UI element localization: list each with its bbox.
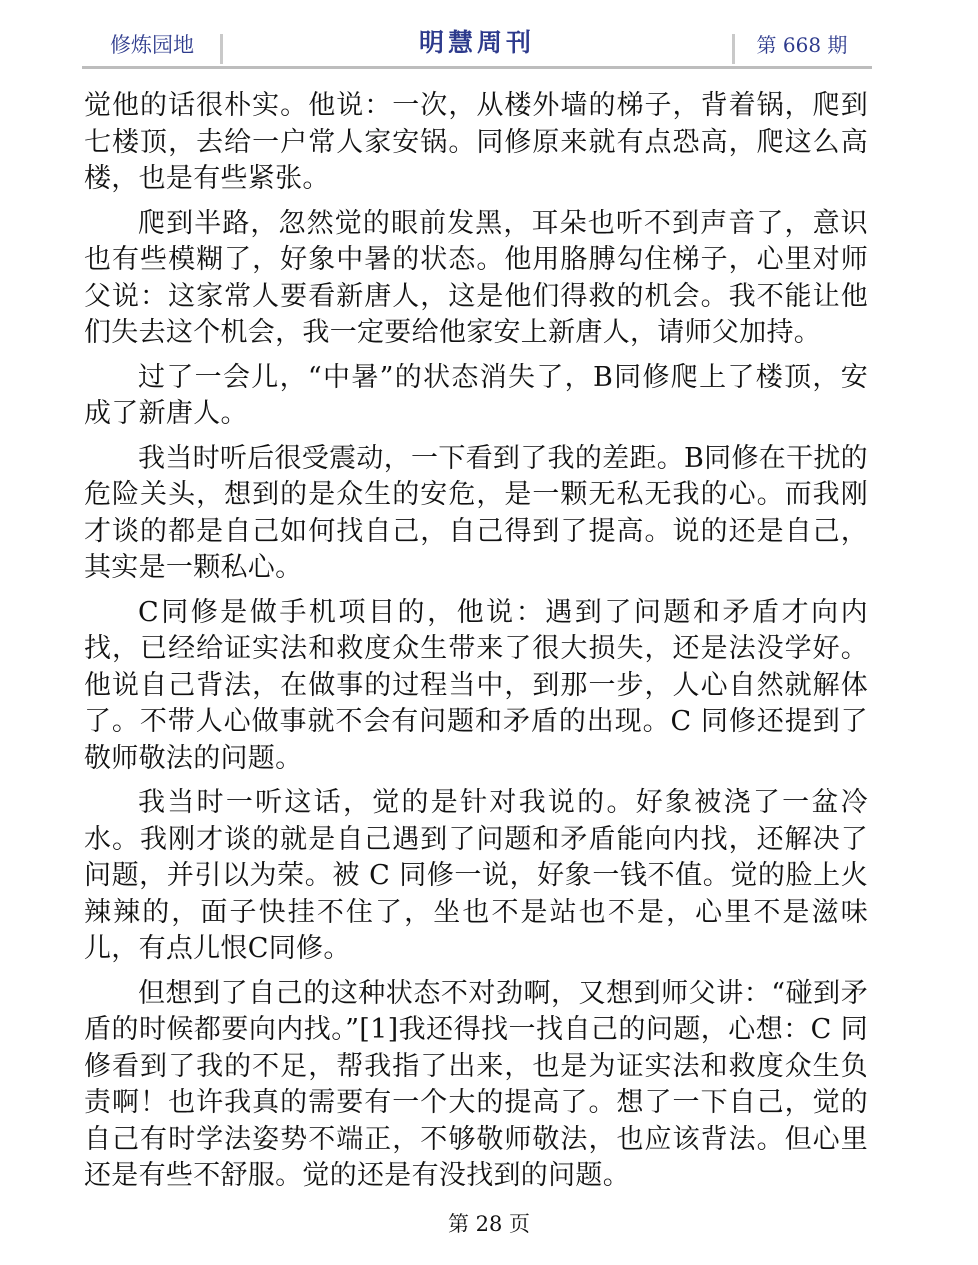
paragraph: 爬到半路，忽然觉的眼前发黑，耳朵也听不到声音了，意识也有些模糊了，好象中暑的状态。他用胳膊勾住梯子，心里对师父说：这家常人要看新唐人，这是他们得救的机会。我不能让他们失去这个机会，我一定要给他家安上新唐人，请师父加持。 xyxy=(84,207,868,348)
article-body xyxy=(84,88,868,1203)
paragraph: 过了一会儿，“中暑”的状态消失了，B同修爬上了楼顶，安成了新唐人。 xyxy=(84,361,868,429)
page-number: 第 28 页 xyxy=(447,1212,531,1236)
header-rule xyxy=(82,66,872,69)
issue-number: 第 668 期 xyxy=(756,33,848,57)
page-header xyxy=(82,26,872,68)
paragraph: 我当时一听这话，觉的是针对我说的。好象被浇了一盆冷水。我刚才谈的就是自己遇到了问题和矛盾能向内找，还解决了问题，并引以为荣。被 C 同修一说，好象一钱不值。觉的脸上火辣辣的，面子快挂不住了，坐也不是站也不是，心里不是滋味儿，有点儿恨C同修。 xyxy=(84,787,868,964)
section-title: 修炼园地 xyxy=(110,33,194,57)
paragraph: C同修是做手机项目的，他说：遇到了问题和矛盾才向内找，已经给证实法和救度众生带来了很大损失，还是法没学好。他说自己背法，在做事的过程当中，到那一步，人心自然就解体了。不带人心做事就不会有问题和矛盾的出现。C 同修还提到了敬师敬法的问题。 xyxy=(84,596,868,774)
paragraph-continued: 觉他的话很朴实。他说：一次，从楼外墙的梯子，背着锅，爬到七楼顶，去给一户常人家安锅。同修原来就有点恐高，爬这么高楼，也是有些紧张。 xyxy=(84,90,868,194)
publication-title: 明慧周刊 xyxy=(418,28,535,57)
paragraph: 我当时听后很受震动，一下看到了我的差距。B同修在干扰的危险关头，想到的是众生的安危，是一颗无私无我的心。而我刚才谈的都是自己如何找自己，自己得到了提高。说的还是自己，其实是一颗私心。 xyxy=(84,442,868,583)
paragraph: 但想到了自己的这种状态不对劲啊，又想到师父讲：“碰到矛盾的时候都要向内找。”[1]我还得找一找自己的问题，心想：C 同修看到了我的不足，帮我指了出来，也是为证实法和救度众生负责啊！也许我真的需要有一个大的提高了。想了一下自己，觉的自己有时学法姿势不端正，不够敬师敬法，也应该背法。但心里还是有些不舒服。觉的还是有没找到的问题。 xyxy=(84,977,868,1191)
